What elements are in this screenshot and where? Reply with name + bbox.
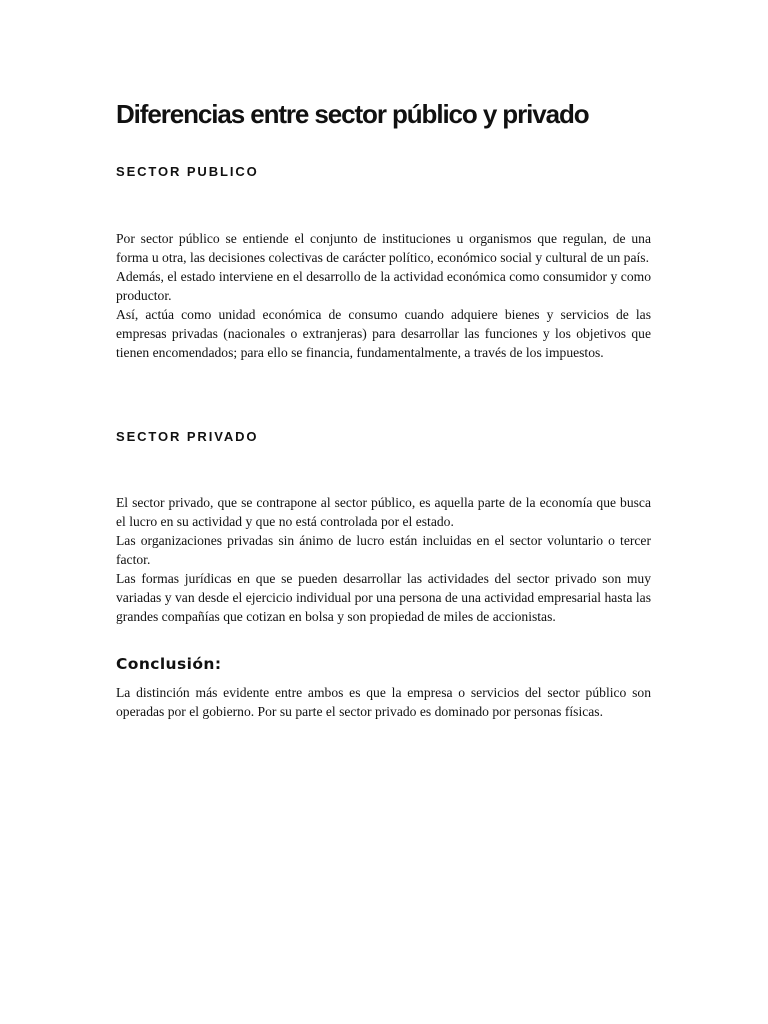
paragraph: La distinción más evidente entre ambos es que la empresa o servicios del sector público son operadas por el gobierno. Por su parte el sector privado es dominado por personas físicas. bbox=[116, 685, 651, 719]
paragraph: Las formas jurídicas en que se pueden desarrollar las actividades del sector privado son muy variadas y van desde el ejercicio individual por una persona de una actividad empresarial hasta las grandes compañías que cotizan en bolsa y son propiedad de miles de accionistas. bbox=[116, 571, 651, 624]
conclusion-body bbox=[116, 683, 651, 721]
section-heading-privado: SECTOR PRIVADO bbox=[116, 429, 259, 444]
paragraph: Además, el estado interviene en el desarrollo de la actividad económica como consumidor y como productor. bbox=[116, 269, 651, 303]
paragraph: Por sector público se entiende el conjunto de instituciones u organismos que regulan, de una forma u otra, las decisiones colectivas de carácter político, económico social y cultural de un país. bbox=[116, 231, 651, 265]
paragraph: Las organizaciones privadas sin ánimo de lucro están incluidas en el sector voluntario o tercer factor. bbox=[116, 533, 651, 567]
paragraph: El sector privado, que se contrapone al sector público, es aquella parte de la economía que busca el lucro en su actividad y que no está controlada por el estado. bbox=[116, 495, 651, 529]
conclusion-heading: Conclusión: bbox=[116, 655, 222, 673]
section-body-publico bbox=[116, 229, 651, 362]
section-heading-publico: SECTOR PUBLICO bbox=[116, 164, 259, 179]
paragraph: Así, actúa como unidad económica de consumo cuando adquiere bienes y servicios de las empresas privadas (nacionales o extranjeras) para desarrollar las funciones y los objetivos que tienen encomendados; para ello se financia, fundamentalmente, a través de los impuestos. bbox=[116, 307, 651, 360]
document-title: Diferencias entre sector público y privado bbox=[116, 99, 589, 129]
section-body-privado bbox=[116, 493, 651, 626]
